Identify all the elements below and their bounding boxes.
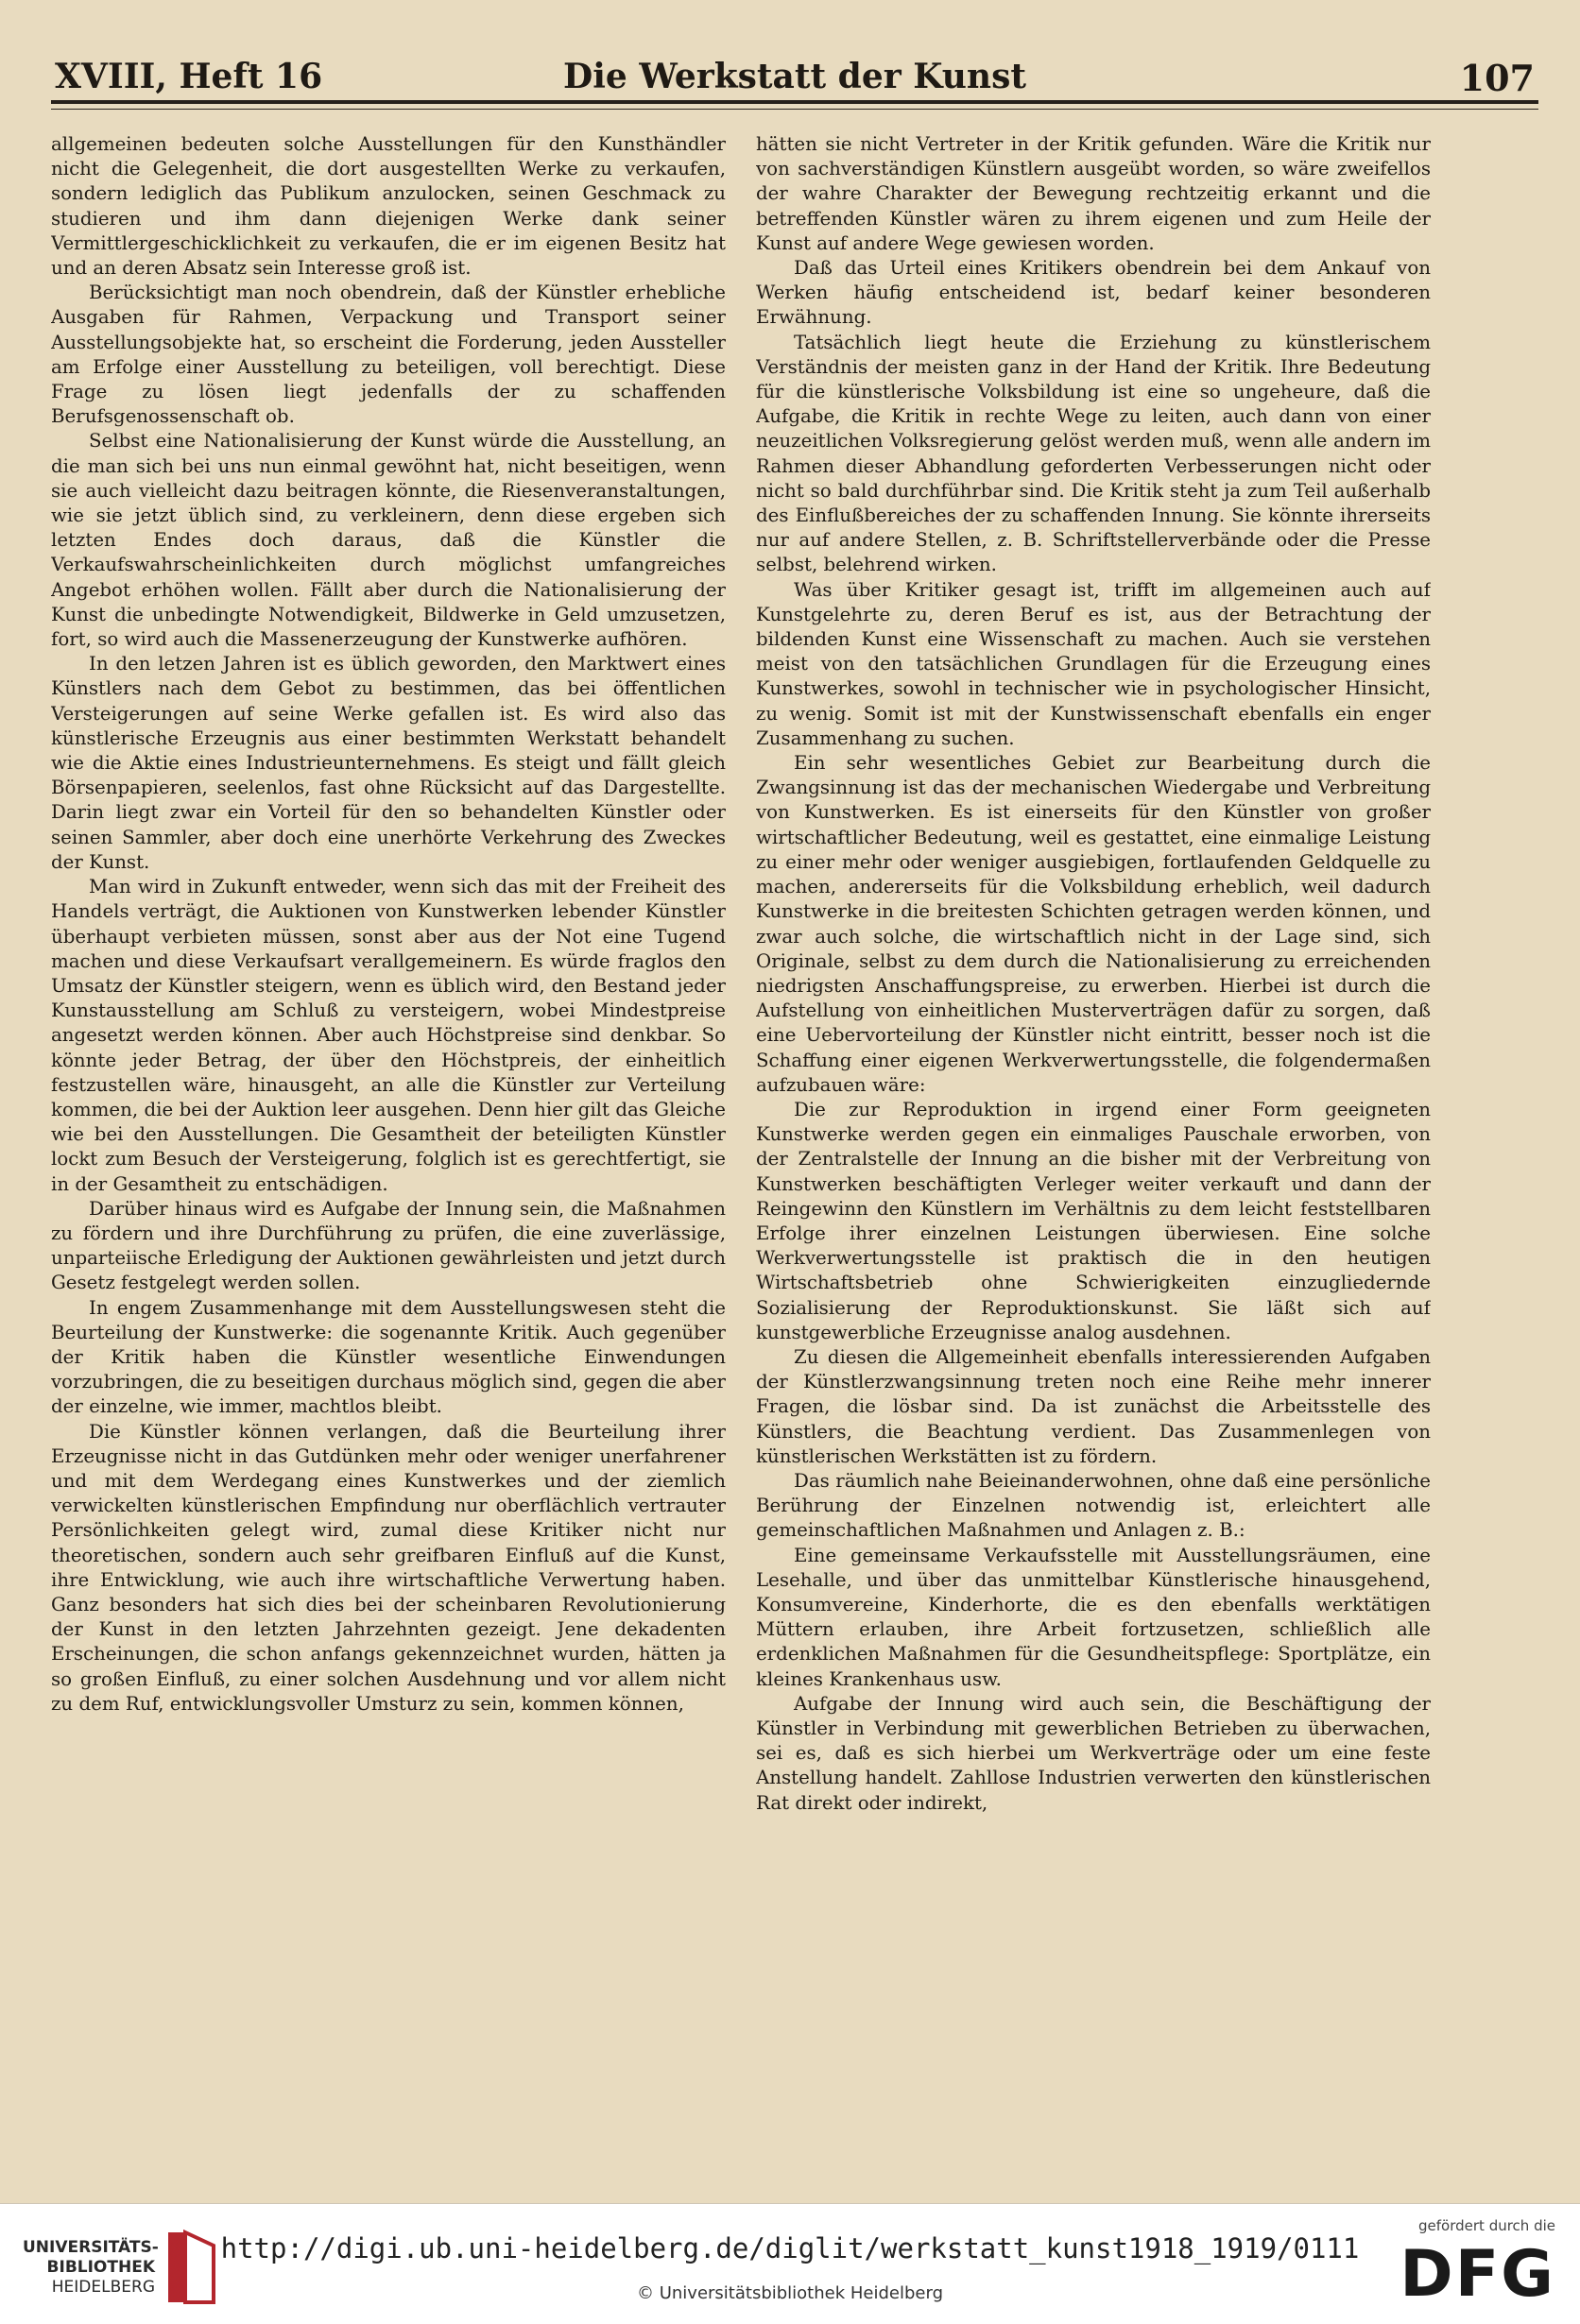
paragraph: Eine gemeinsame Verkaufsstelle mit Ausstellungsräumen, eine Lesehalle, und über das unmittelbar Künstlerische hinausgehend, Konsumvereine, Kinderhorte, die es den ebenfalls werktätigen Müttern erlauben, ihre Arbeit fortzusetzen, schließlich alle erdenklichen Maßnahmen für die Gesundheitspflege: Sportplätze, ein kleines Krankenhaus usw. xyxy=(756,1544,1431,1690)
paragraph: Das räumlich nahe Beieinanderwohnen, ohne daß eine persönliche Berührung der Einzelnen notwendig ist, erleichtert alle gemeinschaftlichen Maßnahmen und Anlagen z. B.: xyxy=(756,1469,1431,1542)
header-rule xyxy=(51,109,1538,110)
running-header xyxy=(51,53,1538,104)
digitization-footer xyxy=(0,2203,1580,2324)
copyright-notice: © Universitätsbibliothek Heidelberg xyxy=(636,2283,943,2303)
right-column xyxy=(756,132,1431,2173)
paragraph: Die zur Reproduktion in irgend einer Form geeigneten Kunstwerke werden gegen ein einmaliges Pauschale erworben, von der Zentralstelle der Innung an die bisher mit der Verbreitung von Kunstwerken beschäftigten Verleger weiter verkauft und dann der Reingewinn den Künstlern im Verhältnis zu dem leicht feststellbaren Erfolge ihrer einzelnen Leistungen überwiesen. Eine solche Werkverwertungsstelle ist praktisch die in den heutigen Wirtschaftsbetrieb ohne Schwierigkeiten einzugliedernde Sozialisierung der Reproduktionskunst. Sie läßt sich auf kunstgewerbliche Erzeugnisse analog ausdehnen. xyxy=(756,1098,1431,1343)
paragraph: Tatsächlich liegt heute die Erziehung zu künstlerischem Verständnis der meisten ganz in der Hand der Kritik. Ihre Bedeutung für die künstlerische Volksbildung ist eine so ungeheure, daß die Aufgabe, die Kritik in rechte Wege zu leiten, auch dann von einer neuzeitlichen Volksregierung gelöst werden muß, wenn alle andern im Rahmen dieser Abhandlung geforderten Verbesserungen nicht oder nicht so bald durchführbar sind. Die Kritik steht ja zum Teil außerhalb des Einflußbereiches der zu schaffenden Innung. Sie könnte ihrerseits nur auf andere Stellen, z. B. Schriftstellerverbände oder die Presse selbst, belehrend wirken. xyxy=(756,331,1431,576)
permalink-url[interactable]: http://digi.ub.uni-heidelberg.de/diglit/werkstatt_kunst1918_1919/0111 xyxy=(220,2232,1360,2264)
dfg-logo[interactable]: DFG xyxy=(1400,2237,1555,2312)
library-name: UNIVERSITÄTS- BIBLIOTHEK HEIDELBERG xyxy=(23,2238,159,2297)
paragraph: allgemeinen bedeuten solche Ausstellungen für den Kunsthändler nicht die Gelegenheit, die dort ausgestellten Werke zu verkaufen, sondern lediglich das Publikum anzulocken, seinen Geschmack zu studieren und ihm dann diejenigen Werke dank seiner Vermittlergeschicklichkeit zu verkaufen, die er im eigenen Besitz hat und an deren Absatz sein Interesse groß ist. xyxy=(51,133,726,280)
paragraph: Man wird in Zukunft entweder, wenn sich das mit der Freiheit des Handels verträgt, die Auktionen von Kunstwerken lebender Künstler überhaupt verbieten müssen, sonst aber aus der Not eine Tugend machen und diese Verkaufsart verallgemeinern. Es würde fraglos den Umsatz der Künstler steigern, wenn es üblich wird, den Bestand jeder Kunstausstellung am Schluß zu versteigern, wobei Mindestpreise angesetzt werden können. Aber auch Höchstpreise sind denkbar. So könnte jeder Betrag, der über den Höchstpreis, der einheitlich festzustellen wäre, hinausgeht, an alle die Künstler zur Verteilung kommen, die bei der Auktion leer ausgehen. Denn hier gilt das Gleiche wie bei den Ausstellungen. Die Gesamtheit der beteiligten Künstler lockt zum Besuch der Versteigerung, folglich ist es gerechtfertigt, sie in der Gesamtheit zu entschädigen. xyxy=(51,876,726,1195)
paragraph: Darüber hinaus wird es Aufgabe der Innung sein, die Maßnahmen zu fördern und ihre Durchführung zu prüfen, die eine zuverlässige, unparteiische Erledigung der Auktionen gewährleisten und jetzt durch Gesetz festgelegt werden sollen. xyxy=(51,1197,726,1294)
paragraph: In engem Zusammenhange mit dem Ausstellungswesen steht die Beurteilung der Kunstwerke: die sogenannte Kritik. Auch gegenüber der Kritik haben die Künstler wesentliche Einwendungen vorzubringen, die zu beseitigen durchaus möglich sind, gegen die aber der einzelne, wie immer, machtlos bleibt. xyxy=(51,1296,726,1418)
left-column xyxy=(51,132,726,2173)
paragraph: Aufgabe der Innung wird auch sein, die Beschäftigung der Künstler in Verbindung mit gewerblichen Betrieben zu überwachen, sei es, daß es sich hierbei um Werkverträge oder um eine feste Anstellung handelt. Zahllose Industrien verwerten den künstlerischen Rat direkt oder indirekt, xyxy=(756,1692,1431,1814)
paragraph: Was über Kritiker gesagt ist, trifft im allgemeinen auch auf Kunstgelehrte zu, deren Beruf es ist, aus der Betrachtung der bildenden Kunst eine Wissenschaft zu machen. Auch sie verstehen meist von den tatsächlichen Grundlagen für die Erzeugung eines Kunstwerkes, sowohl in technischer wie in psychologischer Hinsicht, zu wenig. Somit ist mit der Kunstwissenschaft ebenfalls ein enger Zusammenhang zu suchen. xyxy=(756,578,1431,749)
page-number: 107 xyxy=(1459,57,1535,99)
paragraph: Ein sehr wesentliches Gebiet zur Bearbeitung durch die Zwangsinnung ist das der mechanischen Wiedergabe und Verbreitung von Kunstwerken. Es ist einerseits für den Künstler von großer wirtschaftlicher Bedeutung, weil es gestattet, eine einmalige Leistung zu einer mehr oder weniger ausgiebigen, fortlaufenden Geldquelle zu machen, andererseits für die Volksbildung erheblich, weil dadurch Kunstwerke in die breitesten Schichten getragen werden können, und zwar auch solche, die wirtschaftlich nicht in der Lage sind, sich Originale, selbst zu dem durch die Nationalisierung zu erreichenden niedrigsten Anschaffungspreise, zu erwerben. Hierbei ist durch die Aufstellung von einheitlichen Musterverträgen dafür zu sorgen, daß eine Uebervorteilung der Künstler nicht eintritt, besser noch ist die Schaffung einer eigenen Werkverwertungsstelle, die folgendermaßen aufzubauen wäre: xyxy=(756,752,1431,1096)
paragraph: In den letzen Jahren ist es üblich geworden, den Marktwert eines Künstlers nach dem Gebot zu bestimmen, das bei öffentlichen Versteigerungen auf seine Werke gefallen ist. Es wird also das künstlerische Erzeugnis aus einer bestimmten Werkstatt behandelt wie die Aktie eines Industrieunternehmens. Es steigt und fällt gleich Börsenpapieren, seelenlos, fast ohne Rücksicht auf das Dargestellte. Darin liegt zwar ein Vorteil für den so behandelten Künstler oder seinen Sammler, aber doch eine unerhörte Verkehrung des Zweckes der Kunst. xyxy=(51,653,726,873)
paragraph: Zu diesen die Allgemeinheit ebenfalls interessierenden Aufgaben der Künstlerzwangsinnung treten noch eine Reihe mehr innerer Fragen, die lösbar sind. Da ist zunächst die Arbeitsstelle des Künstlers, die Beachtung verdient. Das Zusammenlegen von künstlerischen Werkstätten ist zu fördern. xyxy=(756,1345,1431,1467)
paragraph: Selbst eine Nationalisierung der Kunst würde die Ausstellung, an die man sich bei uns nun einmal gewöhnt hat, nicht beseitigen, wenn sie auch vielleicht dazu beitragen könnte, die Riesenveranstaltungen, wie sie jetzt üblich sind, zu verkleinern, denn diese ergeben sich letzten Endes doch daraus, daß die Künstler die Verkaufswahrscheinlichkeiten durch möglichst umfangreiches Angebot erhöhen wollen. Fällt aber durch die Nationalisierung der Kunst die unbedingte Notwendigkeit, Bildwerke in Geld umzusetzen, fort, so wird auch die Massenerzeugung der Kunstwerke aufhören. xyxy=(51,430,726,651)
journal-title: Die Werkstatt der Kunst xyxy=(563,57,1026,96)
paragraph: Berücksichtigt man noch obendrein, daß der Künstler erhebliche Ausgaben für Rahmen, Verpackung und Transport seiner Ausstellungsobjekte hat, so erscheint die Forderung, jeden Aussteller am Erfolge einer Ausstellung zu beteiligen, voll berechtigt. Diese Frage zu lösen liegt jedenfalls der zu schaffenden Berufsgenossenschaft ob. xyxy=(51,282,726,428)
paragraph: Daß das Urteil eines Kritikers obendrein bei dem Ankauf von Werken häufig entscheidend ist, bedarf keiner besonderen Erwähnung. xyxy=(756,257,1431,329)
paragraph: hätten sie nicht Vertreter in der Kritik gefunden. Wäre die Kritik nur von sachverständigen Künstlern ausgeübt worden, so wäre zweifellos der wahre Charakter der Bewegung rechtzeitig erkannt und die betreffenden Künstler wären zu ihrem eigenen und zum Heile der Kunst auf andere Wege gewiesen worden. xyxy=(756,133,1431,254)
issue-label: XVIII, Heft 16 xyxy=(55,57,323,96)
paragraph: Die Künstler können verlangen, daß die Beurteilung ihrer Erzeugnisse nicht in das Gutdünken mehr oder weniger unerfahrener und mit dem Werdegang eines Kunstwerkes und der ziemlich verwickelten künstlerischen Empfindung nur oberflächlich vertrauter Persönlichkeiten gelegt wird, zumal diese Kritiker nicht nur theoretischen, sondern auch sehr greifbaren Einfluß auf die Kunst, ihre Entwicklung, wie auch ihre wirtschaftliche Verwertung haben. Ganz besonders hat sich dies bei der scheinbaren Revolutionierung der Kunst in den letzten Jahrzehnten gezeigt. Jene dekadenten Erscheinungen, die schon anfangs gekennzeichnet wurden, hätten ja so großen Einfluß, zu einer solchen Ausdehnung und vor allem nicht zu dem Ruf, entwicklungsvoller Umsturz zu sein, kommen können, xyxy=(51,1420,726,1715)
funder-caption: gefördert durch die xyxy=(1418,2217,1555,2234)
